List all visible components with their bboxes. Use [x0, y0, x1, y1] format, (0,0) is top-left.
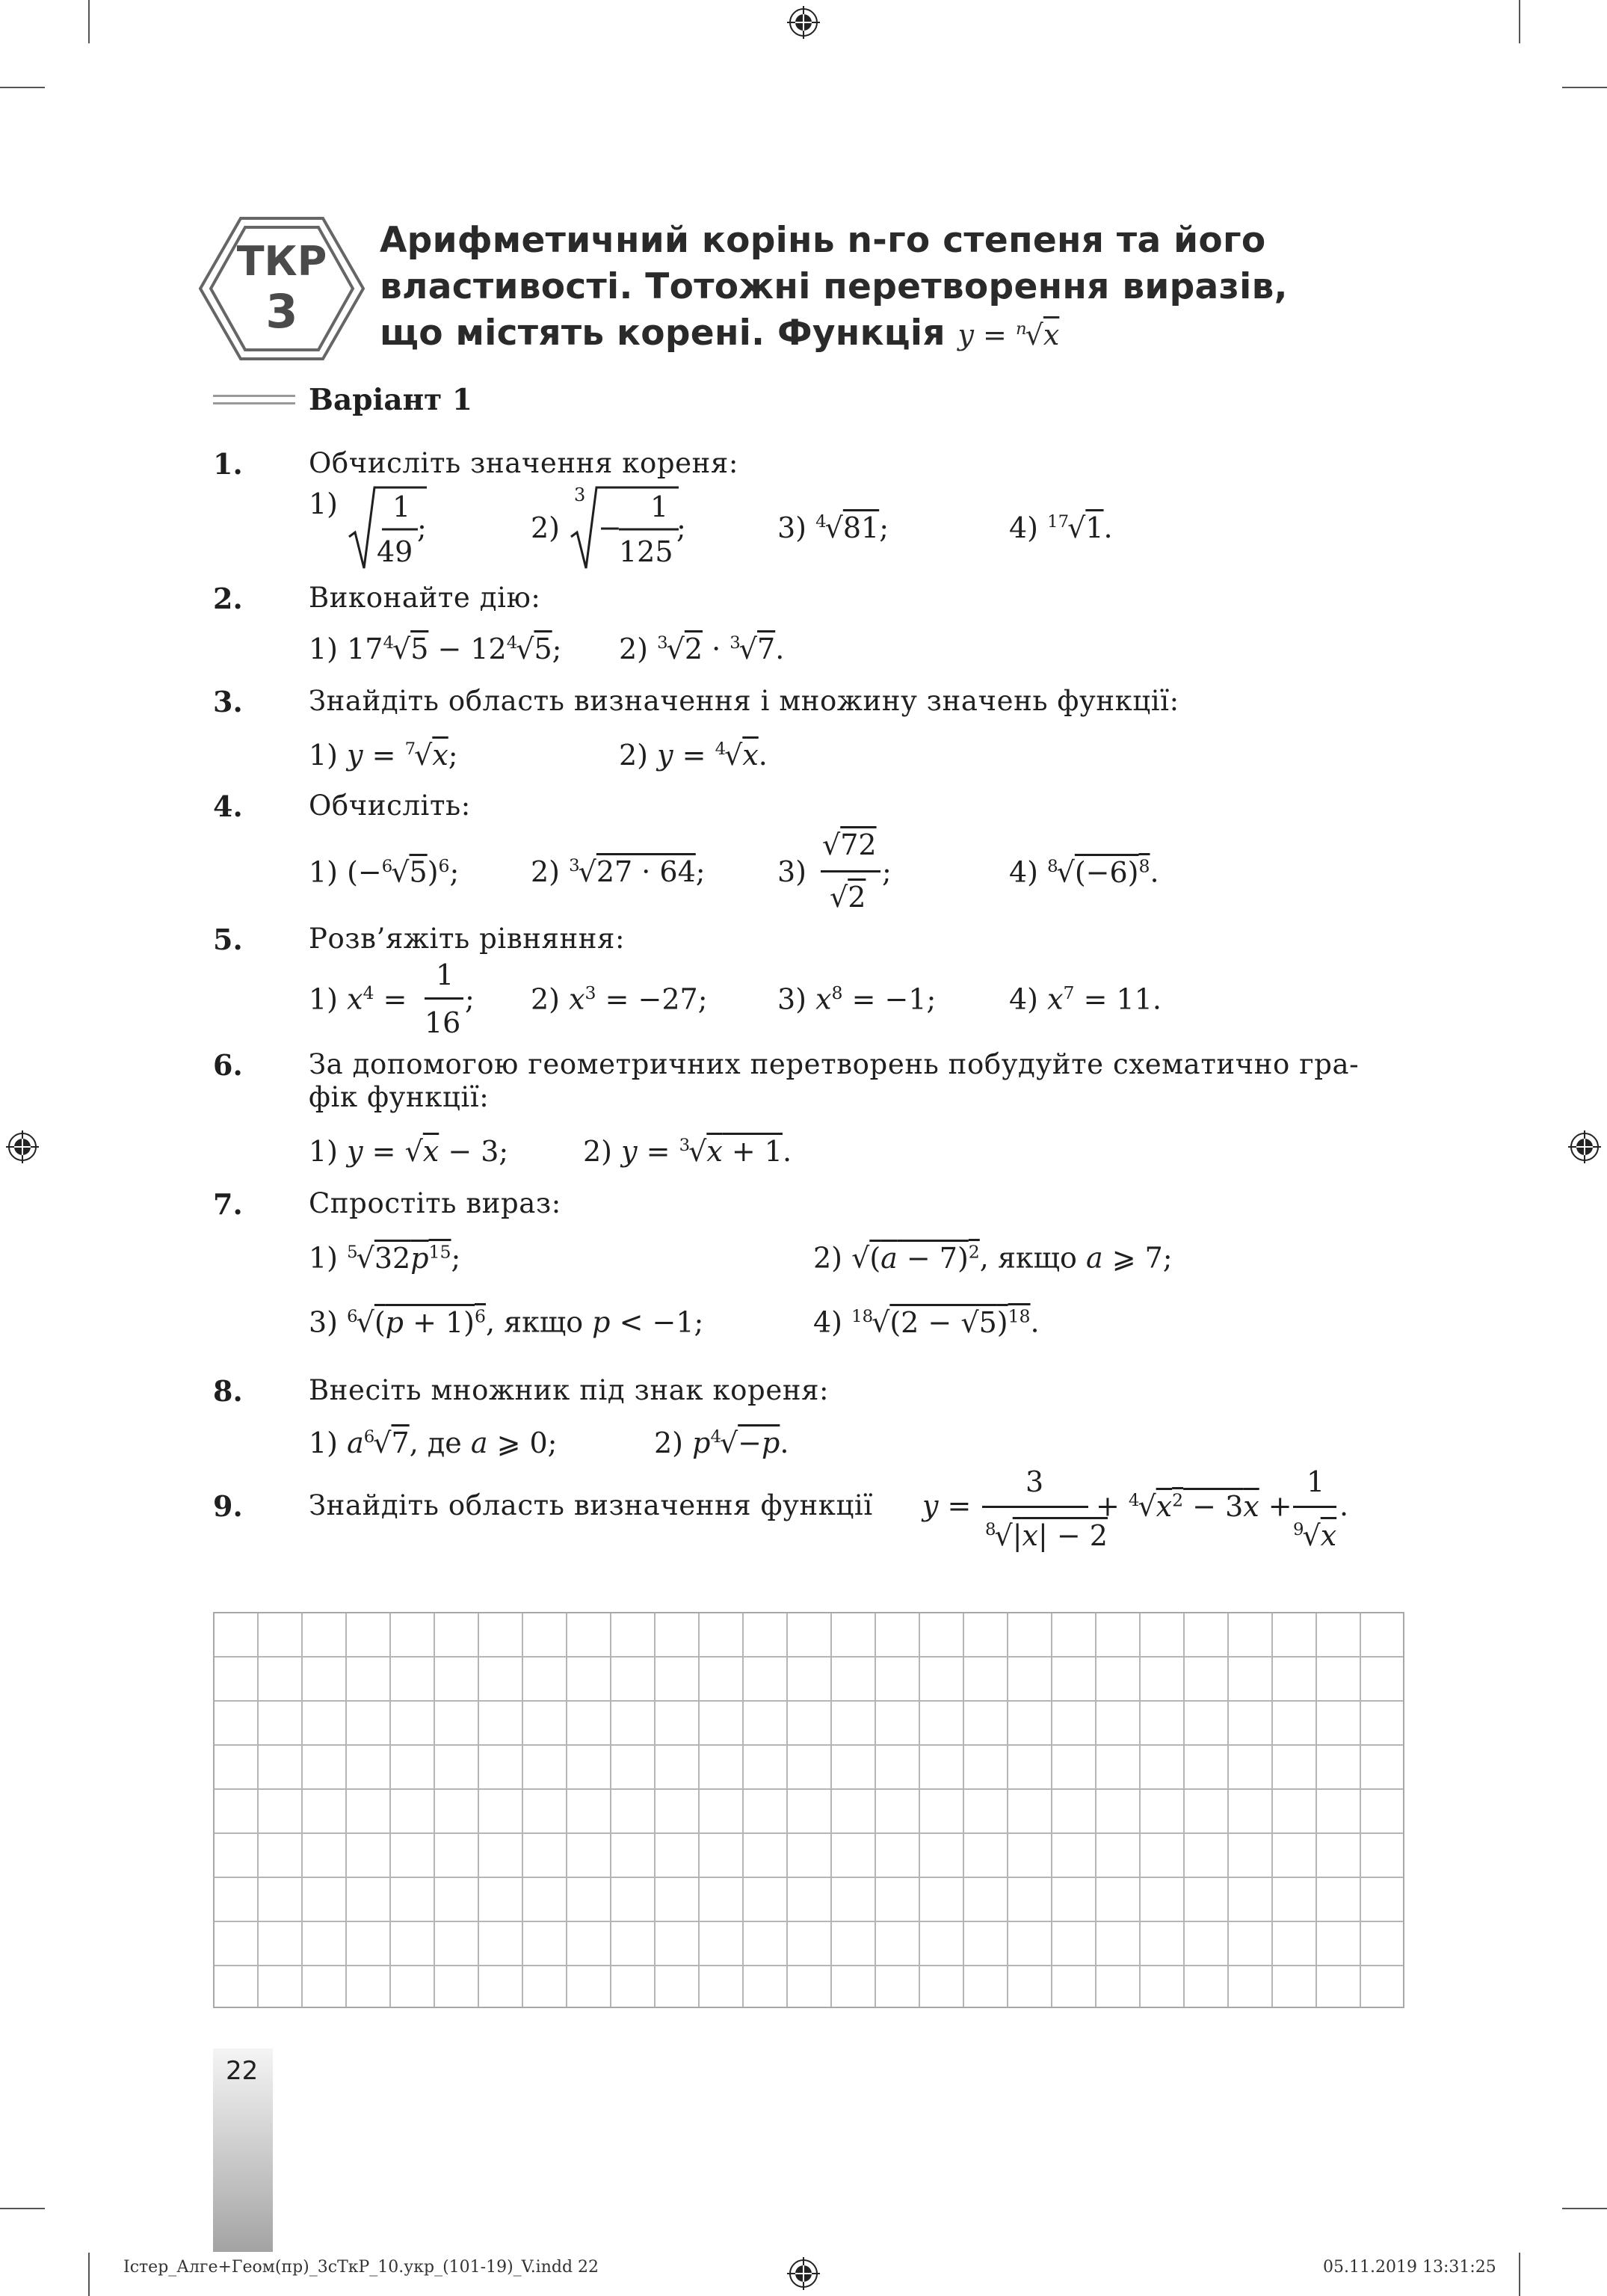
variant-rule: [213, 402, 295, 404]
task-1-item-1: 1): [309, 487, 339, 520]
task-5-item-2: 2) $x^3 = -27$;: [531, 982, 708, 1016]
task-5-item-1: 1) $x^4$ =: [309, 982, 407, 1016]
formula-term: + $^4√x^2 - 3x$ +: [1096, 1489, 1292, 1523]
task-1-item-4: 4) $^{17}$√1.: [1009, 511, 1113, 544]
registration-mark-icon: [787, 6, 820, 39]
item-tail: ;: [676, 511, 686, 544]
registration-mark-icon: [787, 2257, 820, 2290]
task-4-item-1: 1) $(-^6√5)^6$;: [309, 855, 460, 889]
task-text: Знайдіть область визначення функції: [309, 1489, 873, 1521]
crop-mark: [1519, 2253, 1520, 2296]
task-7-item-4: 4) $^{18}√(2 - √5)^{18}$.: [813, 1305, 1040, 1339]
task-text: Обчисліть значення кореня:: [309, 447, 738, 479]
root-index: 3: [574, 484, 586, 505]
page-title-line-2: властивості. Тотожні перетворення виразів,: [380, 266, 1288, 307]
fraction-numerator: 3: [1025, 1465, 1044, 1498]
task-7-item-2: 2) $√(a - 7)^2$, якщо a ⩾ 7;: [813, 1241, 1173, 1275]
task-number: 9.: [213, 1489, 243, 1523]
fraction-bar: [982, 1506, 1088, 1508]
fraction-numerator: 1: [1307, 1465, 1325, 1498]
fraction-bar: [821, 870, 880, 872]
task-text: За допомогою геометричних перетворень побудуйте схематично гра-: [309, 1048, 1360, 1080]
crop-mark: [0, 87, 45, 88]
crop-mark: [0, 2208, 45, 2209]
fraction-denominator: 16: [425, 1006, 461, 1039]
task-text: Обчисліть:: [309, 790, 471, 822]
registration-mark-icon: [6, 1130, 39, 1163]
task-7-item-1: 1) $^5√32p^{15}$;: [309, 1241, 461, 1275]
crop-mark: [88, 2253, 90, 2296]
crop-mark: [88, 0, 90, 43]
task-5-item-4: 4) $x^7 = 11$.: [1009, 982, 1162, 1016]
fraction-denominator: $^8$√|x| − 2: [985, 1519, 1108, 1552]
task-text: Розв’яжіть рівняння:: [309, 923, 626, 955]
task-3-item-2: 2) y = $^4$√x.: [619, 739, 768, 772]
crop-mark: [1519, 0, 1520, 43]
task-text-continued: фік функції:: [309, 1081, 490, 1113]
task-4-item-2: 2) $^3$√27 · 64;: [531, 855, 706, 888]
task-4-item-4: 4) $^8√(-6)^8$.: [1009, 855, 1159, 889]
variant-heading: Варіант 1: [309, 383, 473, 417]
item-tail: ;: [882, 855, 892, 888]
fraction-numerator: 1: [392, 490, 411, 523]
task-7-item-3: 3) $^6√(p + 1)^6$, якщо p < −1;: [309, 1305, 704, 1339]
task-3-item-1: 1) y = $^7$√x;: [309, 739, 458, 772]
variant-rule: [213, 395, 295, 397]
fraction-numerator: √72: [822, 828, 877, 861]
task-6-item-1: 1) y = √x − 3;: [309, 1135, 509, 1168]
task-number: 6.: [213, 1048, 243, 1082]
task-8-item-1: 1) $a^6√7$, де a ⩾ 0;: [309, 1426, 558, 1459]
task-2-item-2: 2) $^3$√2 · $^3$√7.: [619, 633, 785, 665]
function-formula: y =: [922, 1489, 972, 1522]
fraction-numerator: 1: [650, 490, 669, 523]
fraction-denominator: $^9$√x: [1293, 1519, 1337, 1552]
task-2-item-1: 1) $17^4√5 - 12^4√5$;: [309, 633, 562, 665]
task-5-item-3: 3) $x^8 = -1$;: [777, 982, 937, 1016]
crop-mark: [1562, 2208, 1607, 2209]
task-number: 5.: [213, 923, 243, 956]
badge-label: ТКР: [236, 238, 327, 285]
fraction-bar: [425, 997, 463, 1000]
task-text: Знайдіть область визначення і множину значень функції:: [309, 685, 1179, 717]
task-4-item-3: 3): [777, 855, 807, 888]
answer-grid[interactable]: [213, 1612, 1404, 2008]
page-number: 22: [226, 2056, 259, 2086]
task-number: 4.: [213, 790, 243, 823]
task-number: 1.: [213, 447, 243, 481]
crop-mark: [1562, 87, 1607, 88]
fraction-denominator: 125: [619, 535, 673, 568]
task-8-item-2: 2) $p^4√-p$.: [654, 1426, 789, 1459]
registration-mark-icon: [1568, 1130, 1601, 1163]
task-text: Внесіть множник під знак кореня:: [309, 1374, 830, 1406]
footer-file: Істер_Алге+Геом(пр)_3сТкР_10.укр_(101-19)_V.indd 22: [123, 2258, 599, 2277]
fraction-bar: [1293, 1506, 1336, 1508]
item-tail: .: [1339, 1489, 1349, 1522]
task-1-item-2: 2): [531, 511, 561, 544]
task-number: 2.: [213, 582, 243, 615]
minus-sign: −: [598, 511, 622, 544]
task-1-item-3: 3) $^4$√81;: [777, 511, 889, 544]
page-title-line-1: Арифметичний корінь n-го степеня та його: [380, 220, 1266, 261]
page-title-line-3: що містять корені. Функція y = $^n$√x: [380, 313, 1060, 354]
item-tail: ;: [417, 511, 427, 544]
task-number: 8.: [213, 1374, 243, 1408]
fraction-numerator: 1: [436, 958, 454, 991]
task-6-item-2: 2) y = $^3$√x + 1.: [583, 1135, 792, 1168]
badge-number: 3: [265, 284, 298, 339]
footer-date: 05.11.2019 13:31:25: [1323, 2258, 1496, 2277]
fraction-denominator: 49: [377, 535, 413, 568]
item-tail: ;: [465, 982, 475, 1015]
task-text: Спростіть вираз:: [309, 1187, 561, 1219]
task-text: Виконайте дію:: [309, 582, 541, 614]
task-number: 3.: [213, 685, 243, 718]
task-number: 7.: [213, 1187, 243, 1221]
fraction-denominator: √2: [830, 881, 866, 914]
